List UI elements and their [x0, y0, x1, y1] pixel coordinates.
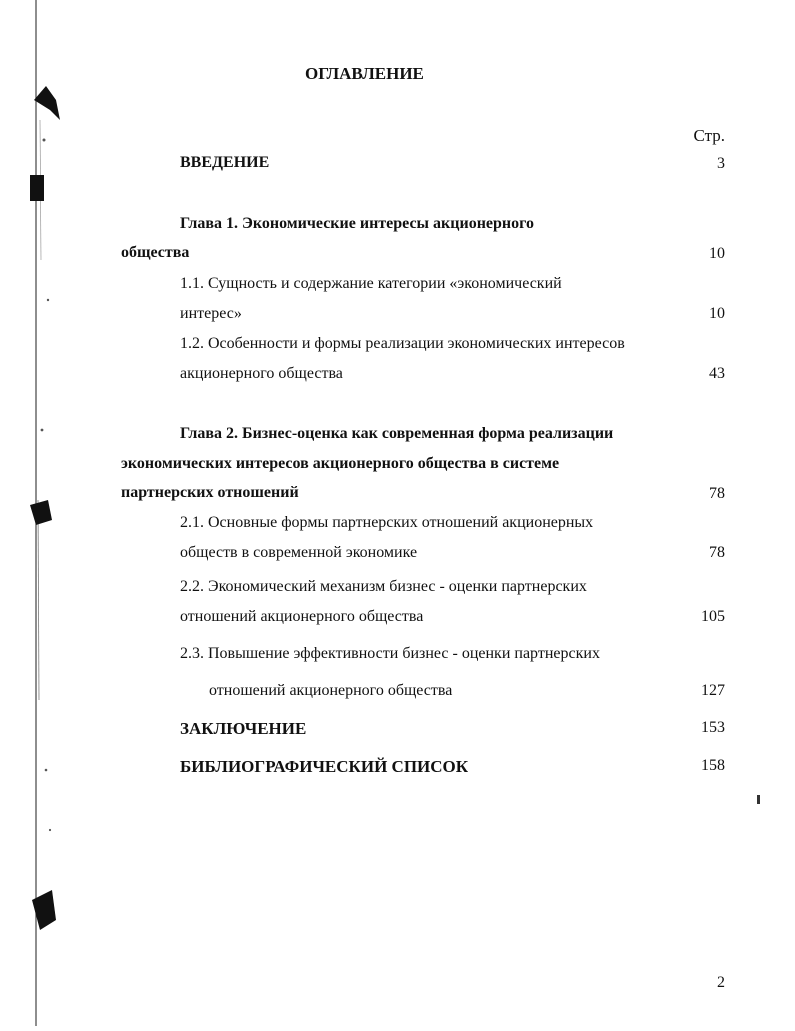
toc-entry-intro[interactable]: ВВЕДЕНИЕ — [180, 154, 270, 171]
toc-entry-chapter-2-line2[interactable]: экономических интересов акционерного общества в системе — [121, 455, 560, 472]
toc-entry-section-2-2-line1[interactable]: 2.2. Экономический механизм бизнес - оценки партнерских — [180, 578, 587, 595]
toc-title: ОГЛАВЛЕНИЕ — [305, 64, 424, 83]
toc-entry-chapter-1-line1[interactable]: Глава 1. Экономические интересы акционерного — [180, 215, 534, 232]
toc-entry-chapter-1-line2[interactable]: общества — [121, 244, 190, 261]
toc-page-section-1-1: 10 — [709, 305, 725, 322]
toc-entry-conclusion[interactable]: ЗАКЛЮЧЕНИЕ — [180, 719, 307, 738]
toc-entry-section-1-1-line1[interactable]: 1.1. Сущность и содержание категории «экономический — [180, 275, 562, 292]
toc-entry-bibliography[interactable]: БИБЛИОГРАФИЧЕСКИЙ СПИСОК — [180, 757, 469, 776]
toc-page-section-2-1: 78 — [709, 544, 725, 561]
page-column-label: Стр. — [693, 126, 725, 145]
toc-page-section-2-2: 105 — [701, 608, 725, 625]
toc-entry-section-1-1-line2[interactable]: интерес» — [180, 305, 242, 322]
toc-page-chapter-2: 78 — [709, 485, 725, 502]
toc-entry-section-2-3-line1[interactable]: 2.3. Повышение эффективности бизнес - оценки партнерских — [180, 645, 600, 662]
toc-page-bibliography: 158 — [701, 757, 725, 774]
toc-page-section-2-3: 127 — [701, 682, 725, 699]
scan-speck — [757, 795, 760, 804]
toc-page-chapter-1: 10 — [709, 245, 725, 262]
toc-entry-section-2-2-line2[interactable]: отношений акционерного общества — [180, 608, 424, 625]
toc-entry-section-2-1-line1[interactable]: 2.1. Основные формы партнерских отношений акционерных — [180, 514, 594, 531]
toc-entry-section-2-1-line2[interactable]: обществ в современной экономике — [180, 544, 418, 561]
toc-entry-section-2-3-line2[interactable]: отношений акционерного общества — [209, 682, 453, 699]
toc-page-intro: 3 — [717, 155, 725, 172]
toc-page-conclusion: 153 — [701, 719, 725, 736]
toc-page-section-1-2: 43 — [709, 365, 725, 382]
scan-edge-artifacts — [0, 0, 62, 1026]
toc-entry-chapter-2-line3[interactable]: партнерских отношений — [121, 484, 299, 501]
toc-entry-chapter-2-line1[interactable]: Глава 2. Бизнес-оценка как современная форма реализации — [180, 425, 614, 442]
scan-noise-graphic — [0, 0, 62, 1026]
toc-entry-section-1-2-line2[interactable]: акционерного общества — [180, 365, 343, 382]
toc-entry-section-1-2-line1[interactable]: 1.2. Особенности и формы реализации экономических интересов — [180, 335, 625, 352]
page-number: 2 — [717, 974, 725, 991]
